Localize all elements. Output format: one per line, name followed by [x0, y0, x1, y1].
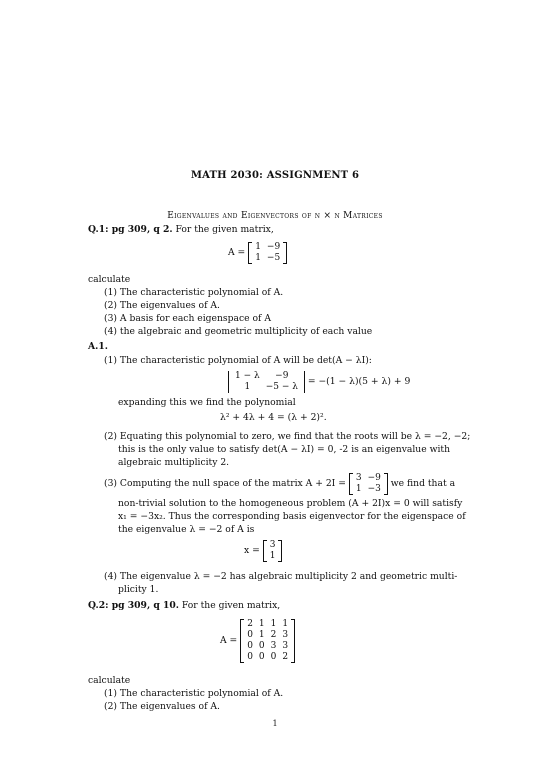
page-title: MATH 2030: ASSIGNMENT 6 [190, 170, 360, 181]
list-item: (2) The eigenvalues of A. [104, 300, 220, 311]
question-1-prompt: For the given matrix, [175, 224, 274, 235]
vector-row [267, 540, 279, 551]
matrix-cell: 0 [247, 641, 253, 651]
matrix-row [252, 253, 283, 264]
matrix-cell: 1 [255, 242, 261, 252]
vector-cell: 1 [269, 551, 276, 561]
matrix-a-4x4 [240, 619, 295, 663]
determinant-row [232, 382, 301, 393]
matrix-cell: 1 [258, 619, 265, 629]
question-2-matrix-equation [220, 615, 295, 667]
matrix-cell: −9 [367, 473, 381, 483]
determinant-cell: −9 [275, 371, 289, 381]
item-3-prefix: (3) Computing the null space of the matrix A + 2I = [104, 478, 346, 489]
matrix-a-plus-2i [349, 473, 388, 495]
answer-1-item-4-line-2: plicity 1. [118, 584, 159, 595]
matrix-a [248, 242, 287, 264]
question-2-prompt: For the given matrix, [181, 600, 281, 611]
matrix-cell: 3 [270, 641, 277, 651]
list-item: (1) The characteristic polynomial of A. [104, 688, 284, 699]
matrix-cell: 2 [270, 630, 277, 640]
determinant-cell: −5 − λ [265, 382, 298, 392]
list-item: (4) the algebraic and geometric multiplicity of each value [104, 326, 373, 337]
expanding-text: expanding this we find the polynomial [118, 397, 296, 408]
matrix-cell: 3 [282, 641, 289, 651]
answer-1-item-2-line-3: algebraic multiplicity 2. [118, 457, 230, 468]
matrix-cell: 1 [255, 253, 261, 263]
determinant-cell: 1 − λ [235, 371, 260, 381]
matrix-cell: 3 [355, 473, 362, 483]
determinant-rhs: = −(1 − λ)(5 + λ) + 9 [307, 376, 411, 387]
matrix-cell: −3 [367, 484, 381, 494]
matrix-row [252, 242, 283, 253]
matrix-cell: 2 [247, 619, 253, 629]
matrix-cell: 3 [282, 630, 289, 640]
question-1-heading [88, 224, 274, 236]
matrix-cell: 1 [355, 484, 362, 494]
matrix-row [244, 652, 291, 663]
determinant-row [232, 371, 301, 382]
answer-1-item-3-line-1 [104, 471, 455, 497]
answer-1-item-3-line-2: non-trivial solution to the homogeneous problem (A + 2I)x = 0 will satisfy [118, 498, 463, 509]
eigenvector [263, 540, 283, 562]
question-2-label: Q.2: pg 309, q 10. [88, 600, 179, 611]
question-2-heading [88, 600, 280, 612]
question-1-matrix-equation [228, 240, 287, 266]
matrix-cell: 1 [270, 619, 277, 629]
matrix-row [353, 484, 384, 495]
matrix-cell: 0 [247, 652, 253, 662]
matrix-cell: −9 [266, 242, 281, 252]
matrix-lhs: A = [220, 635, 238, 646]
vector-lhs: x = [244, 545, 260, 556]
question-1-label: Q.1: pg 309, q 2. [88, 224, 173, 235]
list-item: (2) The eigenvalues of A. [104, 701, 220, 712]
matrix-lhs: A = [228, 247, 246, 258]
matrix-cell: 0 [247, 630, 253, 640]
matrix-cell: 0 [258, 641, 265, 651]
matrix-cell: −5 [266, 253, 281, 263]
answer-1-item-1: (1) The characteristic polynomial of A will be det(A − λI): [104, 355, 372, 366]
section-subtitle: Eigenvalues and Eigenvectors of n × n Matrices [167, 211, 383, 221]
answer-1-item-2-line-1: (2) Equating this polynomial to zero, we find that the roots will be λ = −2, −2; [104, 431, 471, 442]
page-number: 1 [272, 719, 278, 728]
item-3-suffix: we find that a [390, 478, 456, 489]
matrix-row [244, 630, 291, 641]
calculate-text: calculate [88, 274, 131, 285]
matrix-cell: 0 [270, 652, 277, 662]
matrix-row [244, 641, 291, 652]
eigenvector-equation [244, 538, 282, 564]
matrix-row [353, 473, 384, 484]
answer-1-item-3-line-4: the eigenvalue λ = −2 of A is [118, 524, 255, 535]
vector-cell: 3 [269, 540, 276, 550]
answer-1-item-4-line-1: (4) The eigenvalue λ = −2 has algebraic multiplicity 2 and geometric multi- [104, 571, 458, 582]
calculate-text: calculate [88, 675, 131, 686]
determinant-cell: 1 [244, 382, 251, 392]
list-item: (3) A basis for each eigenspace of A [104, 313, 271, 324]
vector-row [267, 551, 279, 562]
answer-1-item-2-line-2: this is the only value to satisfy det(A − λI) = 0, -2 is an eigenvalue with [118, 444, 450, 455]
matrix-cell: 2 [282, 652, 289, 662]
matrix-cell: 1 [258, 630, 265, 640]
matrix-cell: 1 [282, 619, 289, 629]
list-item: (1) The characteristic polynomial of A. [104, 287, 284, 298]
answer-1-label: A.1. [88, 341, 108, 352]
polynomial-equation: λ² + 4λ + 4 = (λ + 2)². [220, 412, 327, 423]
answer-1-item-3-line-3: x₁ = −3x₂. Thus the corresponding basis eigenvector for the eigenspace of [118, 511, 466, 522]
determinant-equation [228, 369, 410, 395]
determinant-matrix [228, 371, 305, 393]
matrix-cell: 0 [258, 652, 265, 662]
matrix-row [244, 619, 291, 630]
